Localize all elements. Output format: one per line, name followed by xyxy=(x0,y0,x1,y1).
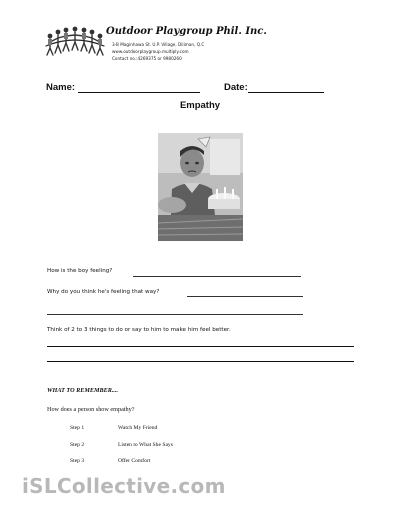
site-watermark: iSLCollective.com xyxy=(22,474,226,498)
answer-line-2-continued[interactable] xyxy=(47,314,303,315)
answer-line-3[interactable] xyxy=(47,346,354,347)
organization-name: Outdoor Playgroup Phil. Inc. xyxy=(106,26,267,37)
name-input-line[interactable] xyxy=(78,92,200,93)
remember-question: How does a person show empathy? xyxy=(47,406,135,413)
step-3-label: Step 3 xyxy=(70,458,85,464)
step-3-text: Offer Comfort xyxy=(118,458,151,464)
answer-line-4[interactable] xyxy=(47,361,354,362)
boy-photo-icon xyxy=(158,133,243,241)
answer-line-2[interactable] xyxy=(187,296,303,297)
organization-contact: Contact no.:4269375 or 9980260 xyxy=(112,56,182,61)
remember-heading: WHAT TO REMEMBER.... xyxy=(47,387,119,394)
step-1-label: Step 1 xyxy=(70,425,85,431)
date-input-line[interactable] xyxy=(248,92,324,93)
question-boy-feeling: How is the boy feeling? xyxy=(47,268,113,274)
children-holding-hands-icon xyxy=(44,24,106,58)
question-make-feel-better: Think of 2 to 3 things to do or say to him to make him feel better. xyxy=(47,327,231,333)
step-2-text: Listen to What She Says xyxy=(118,442,173,448)
step-1-text: Watch My Friend xyxy=(118,425,158,431)
question-why-feeling: Why do you think he's feeling that way? xyxy=(47,289,160,295)
date-label: Date: xyxy=(224,82,248,93)
step-2-label: Step 2 xyxy=(70,442,85,448)
answer-line-1[interactable] xyxy=(133,276,301,277)
worksheet-title: Empathy xyxy=(179,100,221,111)
organization-website: www.outdoorplaygroup.multiply.com xyxy=(112,49,189,54)
organization-address: 3-B Maginhawa St. U.P. Village, Diliman, Q.C xyxy=(112,42,205,47)
name-label: Name: xyxy=(46,82,76,93)
